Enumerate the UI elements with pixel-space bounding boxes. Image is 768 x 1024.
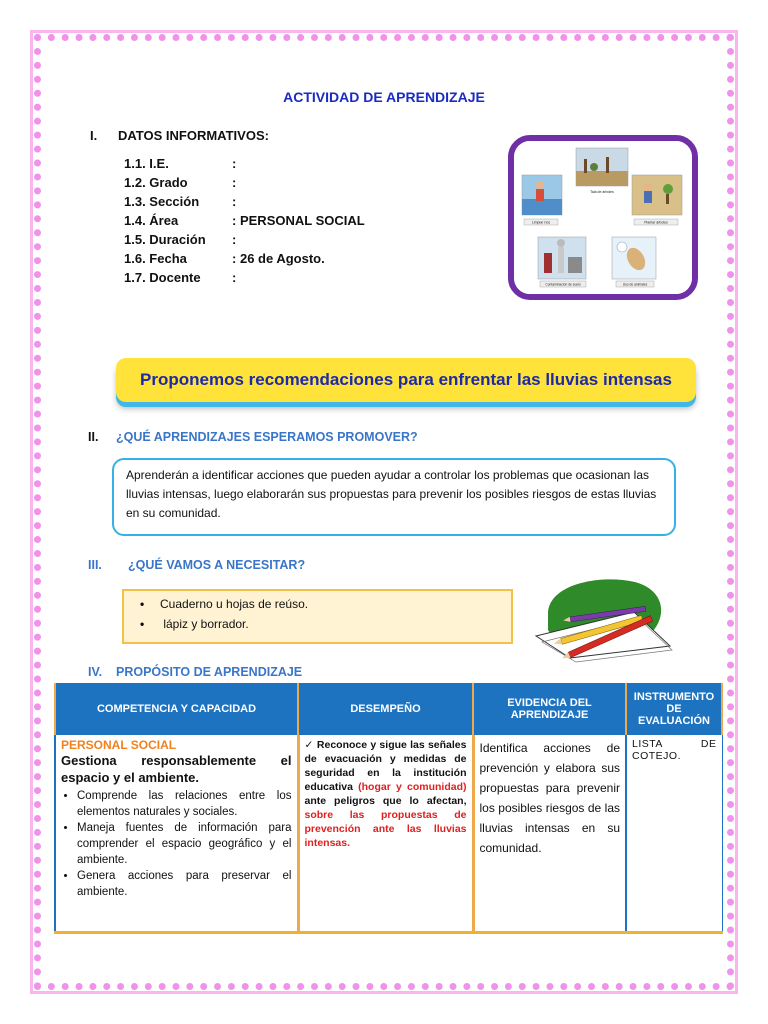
info-key: 1.2. Grado (124, 175, 188, 190)
header-evidencia: EVIDENCIA DEL APRENDIZAJE (473, 683, 626, 735)
info-sep: : (232, 175, 237, 190)
material-item (140, 597, 511, 617)
list-item: • Maneja fuentes de información para comprender el espacio geográfico y el ambiente. (77, 820, 292, 868)
section-2-number: II. (88, 430, 99, 444)
bullet-icon: • (140, 617, 145, 631)
section-2-title: ¿QUÉ APRENDIZAJES ESPERAMOS PROMOVER? (116, 430, 418, 444)
info-row-duracion (124, 232, 365, 251)
desempeno-part2: ante peligros que lo afectan, (304, 795, 467, 807)
cell-competencia (55, 735, 298, 933)
section-4-number: IV. (88, 665, 103, 679)
evidencia-text: Identifica acciones de prevención y elabora sus propuestas para prevenir los posibles riesgos de las lluvias intensas en su comunidad. (479, 741, 620, 855)
caption-animales: Uso de animales (622, 282, 648, 287)
competencia-title: Gestiona responsablemente el espacio y el ambiente. (61, 753, 292, 785)
info-key: 1.1. I.E. (124, 156, 169, 171)
info-sep: : (232, 156, 237, 171)
capacidades-list (61, 788, 292, 900)
bullet-icon: • (140, 597, 145, 611)
material-text: Cuaderno u hojas de reúso. (160, 597, 309, 611)
section-1-number: I. (90, 128, 98, 143)
pencils-illustration (530, 572, 680, 664)
section-2-heading (88, 430, 418, 444)
info-row-docente (124, 270, 365, 289)
info-row-seccion (124, 194, 365, 213)
desempeno-highlight-1: (hogar y comunidad) (358, 781, 467, 793)
environment-illustration (508, 135, 698, 300)
check-icon: ✓ (304, 739, 314, 751)
section-4-title: PROPÓSITO DE APRENDIZAJE (116, 665, 303, 679)
section-1-heading (90, 128, 269, 143)
activity-banner: Proponemos recomendaciones para enfrentar las lluvias intensas (116, 358, 696, 402)
info-row-grado (124, 175, 365, 194)
instrumento-text: LISTA DE COTEJO. (632, 738, 717, 762)
purpose-table (54, 683, 723, 934)
info-value: PERSONAL SOCIAL (239, 213, 365, 228)
illustration-collage (514, 141, 692, 294)
caption-suelo: Contaminación de suelo (545, 282, 581, 287)
info-sep: : (232, 232, 237, 247)
info-sep: : (232, 251, 237, 266)
table-header-row (55, 683, 722, 735)
material-item (140, 617, 511, 637)
info-row-area (124, 213, 365, 232)
section-3-number: III. (88, 558, 102, 572)
section-4-heading (88, 665, 302, 679)
header-desempeno: DESEMPEÑO (298, 683, 473, 735)
desempeno-text (305, 738, 467, 850)
desempeno-highlight-2: sobre las propuestas de prevención ante las lluvias intensas. (304, 809, 467, 849)
learning-objective-text: Aprenderán a identificar acciones que pueden ayudar a controlar los problemas que ocasionan las lluvias intensas, luego elaborarán sus propuestas para prevenir los posibles riesgos de estas lluvias en su comunidad. (126, 468, 657, 520)
desempeno-part1: Reconoce y sigue las señales de evacuación y medidas de seguridad en la institución educativa (304, 739, 467, 793)
caption-tala: Tala de árboles (590, 190, 614, 194)
competencia-area: PERSONAL SOCIAL (61, 738, 177, 752)
info-key: 1.4. Área (124, 213, 179, 228)
section-3-heading (88, 558, 305, 572)
info-value: 26 de Agosto. (239, 251, 325, 266)
info-key: 1.7. Docente (124, 270, 201, 285)
info-row-fecha (124, 251, 365, 270)
list-item: • Genera acciones para preservar el ambiente. (77, 868, 292, 900)
header-competencia: COMPETENCIA Y CAPACIDAD (55, 683, 298, 735)
learning-objective-box (112, 458, 676, 536)
materials-box (122, 589, 513, 644)
cell-desempeno (298, 735, 473, 933)
info-key: 1.5. Duración (124, 232, 206, 247)
info-list (124, 156, 365, 289)
caption-plantar: Plantar árboles (644, 220, 668, 225)
list-item: • Comprende las relaciones entre los elementos naturales y sociales. (77, 788, 292, 820)
info-sep: : (232, 270, 237, 285)
info-sep: : (232, 194, 237, 209)
info-key: 1.3. Sección (124, 194, 200, 209)
info-row-ie (124, 156, 365, 175)
cell-evidencia (473, 735, 626, 933)
page-title: ACTIVIDAD DE APRENDIZAJE (283, 89, 485, 105)
info-sep: : (232, 213, 237, 228)
table-row (55, 735, 722, 933)
section-1-title: DATOS INFORMATIVOS: (118, 128, 269, 143)
section-3-title: ¿QUÉ VAMOS A NECESITAR? (128, 558, 306, 572)
caption-rios: Limpiar ríos (531, 220, 551, 225)
header-instrumento: INSTRUMENTO DE EVALUACIÓN (626, 683, 722, 735)
info-key: 1.6. Fecha (124, 251, 187, 266)
cell-instrumento (626, 735, 722, 933)
material-text: lápiz y borrador. (160, 617, 249, 631)
